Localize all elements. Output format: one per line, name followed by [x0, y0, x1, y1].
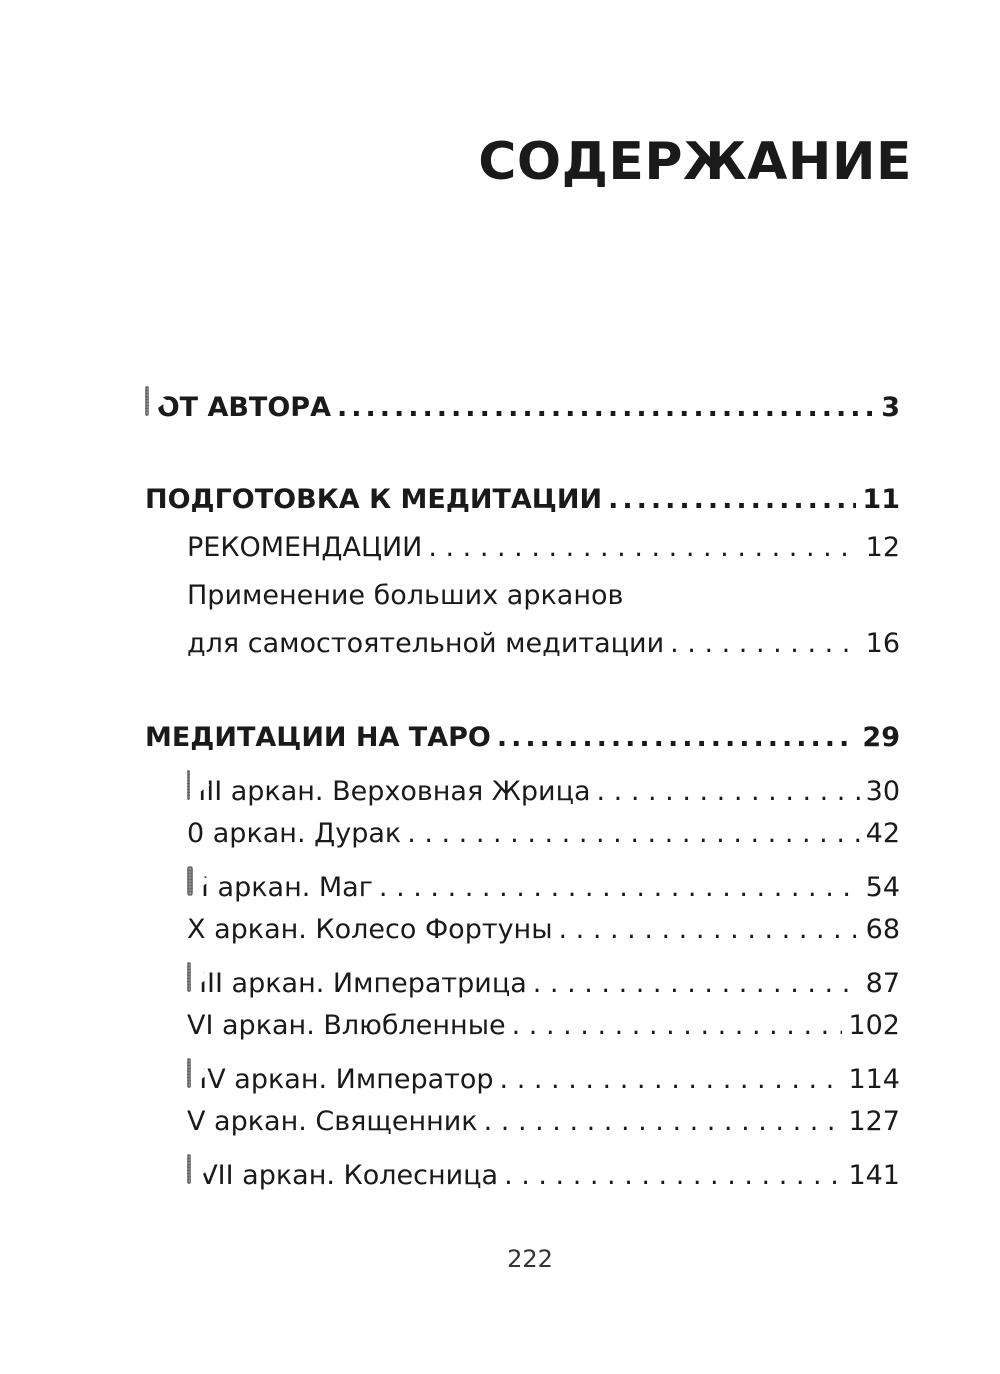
toc-entry-label: для самостоятельной медитации [187, 628, 665, 659]
toc-entry-major-arcana-line2[interactable] [187, 628, 900, 672]
toc-entry-page: 42 [865, 818, 900, 849]
toc-entry-label: IV аркан. Император [199, 1064, 494, 1095]
toc-entry-arcana-3-priestess[interactable] [187, 770, 900, 814]
toc-entry-label: РЕКОМЕНДАЦИИ [187, 532, 423, 563]
toc-entry-label: V аркан. Священник [187, 1106, 478, 1137]
dot-leader [407, 818, 859, 849]
dot-leader [500, 1064, 843, 1095]
play-icon [187, 770, 190, 800]
toc-entry-label: VI аркан. Влюбленные [187, 1010, 506, 1041]
toc-entry-label: ПОДГОТОВКА К МЕДИТАЦИИ [145, 484, 603, 515]
toc-entry-page: 54 [865, 872, 900, 903]
toc-entry-major-arcana-line1[interactable] [187, 580, 900, 624]
page-title: СОДЕРЖАНИЕ [478, 132, 912, 192]
dot-leader [670, 628, 860, 659]
toc-entry-label: 0 аркан. Дурак [187, 818, 402, 849]
toc-entry-arcana-3-empress[interactable] [187, 962, 900, 1006]
play-icon [187, 962, 191, 992]
toc-entry-page: 141 [848, 1160, 900, 1191]
toc-entry-label: Применение больших арканов [187, 580, 624, 611]
toc-entry-label: III аркан. Верховная Жрица [198, 776, 591, 807]
toc-entry-arcana-1-magician[interactable] [187, 866, 900, 910]
toc-entry-page: 12 [865, 532, 900, 563]
dot-leader [428, 532, 859, 563]
toc-entry-page: 29 [862, 722, 900, 753]
dot-leader [484, 1106, 843, 1137]
toc-entry-arcana-10-wheel[interactable] [187, 914, 900, 958]
toc-entry-arcana-4-emperor[interactable] [187, 1058, 900, 1102]
toc-entry-preparation[interactable] [145, 484, 900, 528]
dot-leader [337, 392, 875, 423]
play-icon [187, 1154, 191, 1184]
play-icon [187, 866, 193, 896]
play-icon [145, 386, 149, 416]
dot-leader [559, 914, 860, 945]
dot-leader [597, 776, 860, 807]
toc-entry-page: 3 [881, 392, 900, 423]
toc-entry-page: 16 [865, 628, 900, 659]
toc-entry-tarot[interactable] [145, 722, 900, 766]
toc-entry-label: ОТ АВТОРА [156, 392, 331, 423]
toc-entry-recommendations[interactable] [187, 532, 900, 576]
dot-leader [497, 722, 857, 753]
play-icon [187, 1058, 191, 1088]
toc-entry-page: 127 [848, 1106, 900, 1137]
toc-entry-page: 68 [865, 914, 900, 945]
toc-entry-page: 87 [865, 968, 900, 999]
page-number: 222 [507, 1245, 553, 1273]
dot-leader [504, 1160, 842, 1191]
toc-entry-page: 11 [862, 484, 900, 515]
toc-entry-page: 114 [848, 1064, 900, 1095]
toc-entry-label: I аркан. Маг [200, 872, 373, 903]
dot-leader [533, 968, 860, 999]
toc-entry-arcana-6-lovers[interactable] [187, 1010, 900, 1054]
toc-entry-label: III аркан. Императрица [199, 968, 527, 999]
toc-entry-arcana-7-chariot[interactable] [187, 1154, 900, 1198]
toc-entry-arcana-0-fool[interactable] [187, 818, 900, 862]
toc-entry-page: 30 [865, 776, 900, 807]
dot-leader [379, 872, 860, 903]
toc-entry-label: МЕДИТАЦИИ НА ТАРО [145, 722, 491, 753]
toc-entry-label: X аркан. Колесо Фортуны [187, 914, 553, 945]
dot-leader [608, 484, 856, 515]
toc-entry-page: 102 [848, 1010, 900, 1041]
dot-leader [512, 1010, 843, 1041]
toc-entry-from-author[interactable] [145, 386, 900, 430]
toc-entry-label: VII аркан. Колесница [199, 1160, 499, 1191]
toc-entry-arcana-5-hierophant[interactable] [187, 1106, 900, 1150]
